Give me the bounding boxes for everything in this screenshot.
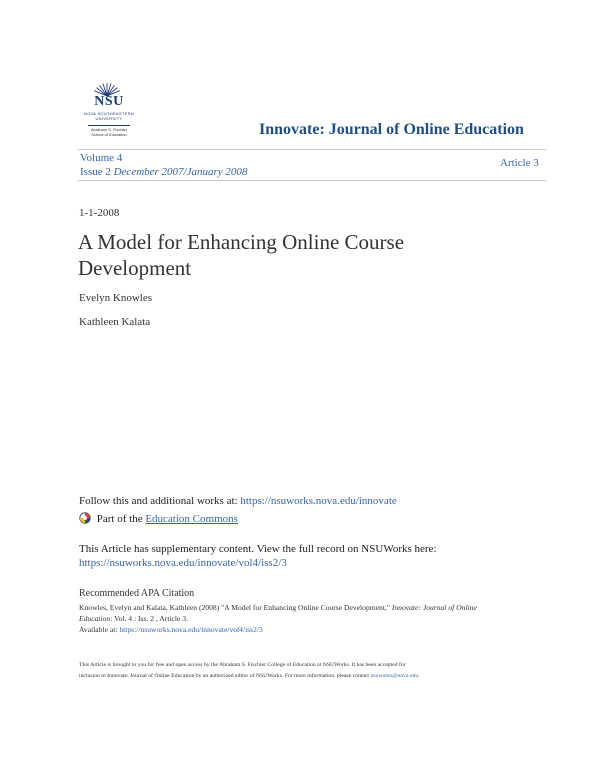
issue-line[interactable]: [80, 166, 247, 178]
article-title: A Model for Enhancing Online Course Development: [78, 230, 405, 280]
supplementary-url-link[interactable]: https://nsuworks.nova.edu/innovate/vol4/iss2/3: [79, 557, 287, 569]
citation-line-1: [79, 602, 549, 613]
follow-line: [79, 495, 397, 507]
citation-details: : Vol. 4 : Iss. 2 , Article 3.: [110, 614, 188, 623]
logo-nsu-text: NSU: [94, 94, 124, 109]
logo-university-text: NOVA SOUTHEASTERN UNIVERSITY: [84, 111, 134, 121]
citation-journal: Innovate: Journal of Online: [391, 603, 477, 612]
logo-divider: [88, 125, 130, 126]
logo-school-text: [76, 127, 142, 137]
author-1: Evelyn Knowles: [79, 292, 153, 304]
commons-network-icon: [79, 512, 91, 524]
issue-date[interactable]: December 2007/January 2008: [113, 166, 248, 178]
issue-link[interactable]: Issue 2: [80, 166, 111, 178]
author-2: Kathleen Kalata: [79, 316, 151, 328]
journal-title-link[interactable]: Innovate: Journal of Online Education: [259, 121, 524, 138]
follow-url-link[interactable]: https://nsuworks.nova.edu/innovate: [240, 495, 397, 507]
footer-line-2: [79, 671, 549, 682]
citation-block: [79, 602, 549, 635]
citation-line-2: [79, 613, 549, 624]
citation-heading: Recommended APA Citation: [79, 588, 195, 599]
volume-link[interactable]: Volume 4: [80, 152, 123, 164]
part-of-text: Part of the: [96, 513, 143, 525]
contact-email-link[interactable]: nsuworks@nova.edu: [370, 673, 419, 679]
article-link[interactable]: Article 3: [500, 157, 539, 169]
logo-school-line1: Abraham S. Fischler: [90, 127, 128, 132]
citation-line-3: [79, 624, 549, 635]
header-rule-top: [78, 149, 546, 150]
citation-journal-cont: Education: [79, 614, 111, 623]
education-commons-link[interactable]: Education Commons: [145, 513, 238, 525]
footer-line-2-end: .: [418, 673, 420, 679]
footer-notice: [79, 660, 549, 682]
logo-school-line2: School of Education: [91, 132, 127, 137]
publication-date: 1-1-2008: [79, 207, 120, 219]
supplementary-content: [79, 542, 559, 570]
nsu-logo: [78, 82, 140, 142]
available-label: Available at:: [79, 625, 118, 634]
citation-url-link[interactable]: https://nsuworks.nova.edu/innovate/vol4/iss2/3: [119, 625, 263, 634]
header-rule-bottom: [78, 180, 546, 181]
part-of-line: [79, 512, 238, 525]
supplementary-text: This Article has supplementary content. View the full record on NSUWorks here:: [79, 543, 437, 555]
footer-line-1: This Article is brought to you for free and open access by the Abraham S. Fischler College of Education at NSUWorks. It has been accepted for: [79, 662, 406, 668]
footer-line-2-text: inclusion in Innovate: Journal of Online Education by an authorized editor of NSUWorks. For more information, please contact: [79, 673, 370, 679]
citation-text: Knowles, Evelyn and Kalata, Kathleen (2008) "A Model for Enhancing Online Course Development,": [79, 603, 390, 612]
follow-text: Follow this and additional works at:: [79, 495, 238, 507]
